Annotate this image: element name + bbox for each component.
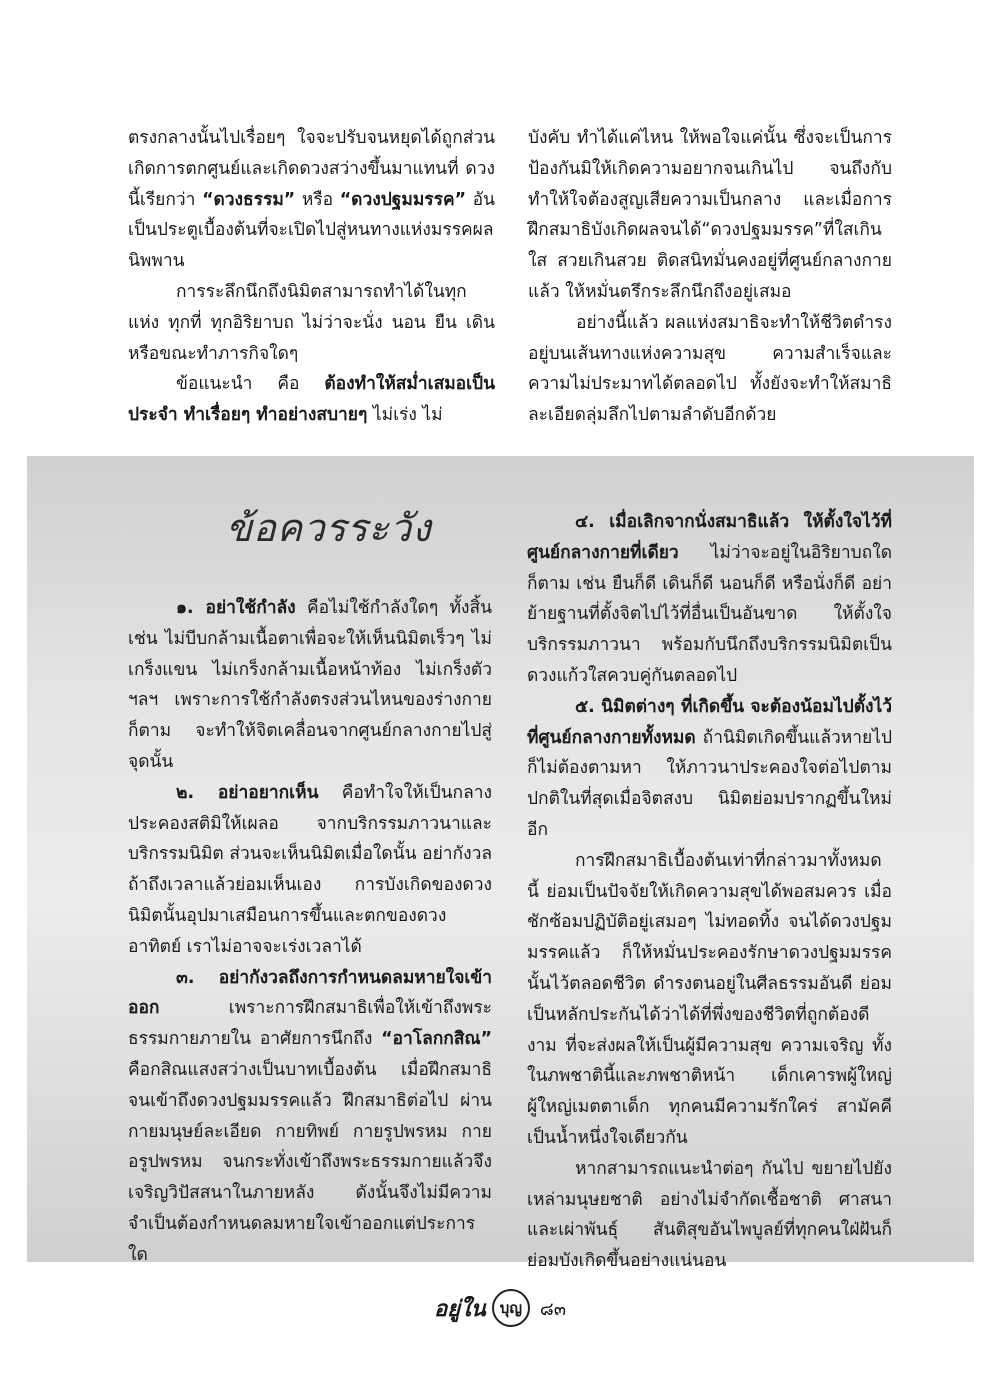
bold-advice: ต้องทำให้สม่ำเสมอเป็นประจำ ทำเรื่อยๆ ทำอย่างสบายๆ [128, 374, 495, 426]
caution-item-5 [527, 692, 892, 846]
term-dhamma: “ดวงธรรม” [202, 189, 296, 210]
text: หรือ [295, 189, 340, 210]
text: ตรงกลางนั้นไปเรื่อยๆ ใจจะปรับจนหยุดได้ถูกส่วน เกิดการตกศูนย์และเกิดดวงสว่างขึ้นมาแทนที่ ดวงนี้เรียกว่า [128, 128, 495, 210]
paragraph: บังคับ ทำได้แค่ไหน ให้พอใจแค่นั้น ซึ่งจะเป็นการป้องกันมิให้เกิดความอยากจนเกินไป จนถึงกับทำให้ใจต้องสูญเสียความเป็นกลาง และเมื่อการฝึกสมาธิบังเกิดผลจนได้“ดวงปฐมมรรค”ที่ใสเกินใส สวยเกินสวย ติดสนิทมั่นคงอยู่ที่ศูนย์กลางกายแล้ว ให้หมั่นตรึกระลึกนึกถึงอยู่เสมอ [528, 128, 892, 302]
caution-heading: ๕. นิมิตต่างๆ ที่เกิดขึ้น จะต้องน้อมไปตั้งไว้ที่ศูนย์กลางกายทั้งหมด [527, 696, 892, 748]
caution-item-3 [128, 963, 492, 1271]
text: คือทำใจให้เป็นกลาง ประคองสติมิให้เผลอ จากบริกรรมภาวนาและบริกรรมนิมิต ส่วนจะเห็นนิมิตเมื่อใดนั้น อย่ากังวล ถ้าถึงเวลาแล้วย่อมเห็นเอง การบังเกิดของดวงนิมิตนั้นอุปมาเสมือนการขึ้นและตกของดวงอาทิตย์ เราไม่อาจจะเร่งเวลาได้ [128, 782, 492, 957]
caution-heading: ๑. อย่าใช้กำลัง [176, 598, 296, 618]
caution-heading: ๔. เมื่อเลิกจากนั่งสมาธิแล้ว ให้ตั้งใจไว้ที่ศูนย์กลางกายที่เดียว [527, 512, 892, 563]
paragraph: การฝึกสมาธิเบื้องต้นเท่าที่กล่าวมาทั้งหมดนี้ ย่อมเป็นปัจจัยให้เกิดความสุขได้พอสมควร เมื่อชักซ้อมปฏิบัติอยู่เสมอๆ ไม่ทอดทิ้ง จนได้ดวงปฐมมรรคแล้ว ก็ให้หมั่นประคองรักษาดวงปฐมมรรคนั้นไว้ตลอดชีวิต ดำรงตนอยู่ในศีลธรรมอันดี ย่อมเป็นหลักประกันได้ว่าได้ที่พึ่งของชีวิตที่ถูกต้องดีงาม ที่จะส่งผลให้เป็นผู้มีความสุข ความเจริญ ทั้งในภพชาตินี้และภพชาติหน้า เด็กเคารพผู้ใหญ่ ผู้ใหญ่เมตตาเด็ก ทุกคนมีความรักใคร่ สามัคคีเป็นน้ำหนึ่งใจเดียวกัน [527, 850, 892, 1148]
caution-heading: ๓. อย่ากังวลถึงการกำหนดลมหายใจเข้าออก [128, 967, 492, 1019]
footer-logo-circle: บุญ [492, 1289, 530, 1327]
footer-logo-text: อยู่ใน [433, 1295, 486, 1322]
caution-item-1 [128, 593, 492, 778]
paragraph [128, 123, 495, 277]
cautions-right-column [527, 507, 892, 1277]
term-aloka-kasina: “อาโลกกสิณ” [381, 1029, 492, 1050]
page-footer [0, 1288, 1000, 1328]
paragraph: การระลึกนึกถึงนิมิตสามารถทำได้ในทุกแห่ง ทุกที่ ทุกอิริยาบถ ไม่ว่าจะนั่ง นอน ยืน เดิน หรือขณะทำภารกิจใดๆ [128, 281, 495, 364]
text: ไม่เร่ง ไม่ [367, 405, 443, 426]
paragraph: อย่างนี้แล้ว ผลแห่งสมาธิจะทำให้ชีวิตดำรงอยู่บนเส้นทางแห่งความสุข ความสำเร็จและความไม่ประมาทได้ตลอดไป ทั้งยังจะทำให้สมาธิละเอียดลุ่มลึกไปตามลำดับอีกด้วย [528, 312, 892, 426]
top-right-column [528, 123, 892, 431]
term-pathama-magga: “ดวงปฐมมรรค” [339, 189, 467, 210]
top-left-column [128, 123, 495, 431]
text: คือไม่ใช้กำลังใดๆ ทั้งสิ้น เช่น ไม่บีบกล้ามเนื้อตาเพื่อจะให้เห็นนิมิตเร็วๆ ไม่เกร็งแขน ไม่เกร็งกล้ามเนื้อหน้าท้อง ไม่เกร็งตัว ฯลฯ เพราะการใช้กำลังตรงส่วนไหนของร่างกายก็ตาม จะทำให้จิตเคลื่อนจากศูนย์กลางกายไปสู่จุดนั้น [128, 598, 492, 772]
page-number: ๘๓ [539, 1298, 567, 1320]
text: อันเป็นประตูเบื้องต้นที่จะเปิดไปสู่หนทางแห่งมรรคผลนิพพาน [128, 189, 496, 272]
text: ถ้านิมิตเกิดขึ้นแล้วหายไปก็ไม่ต้องตามหา ให้ภาวนาประคองใจต่อไปตามปกติในที่สุดเมื่อจิตสงบ นิมิตย่อมปรากฏขึ้นใหม่อีก [527, 727, 892, 840]
text: ไม่ว่าจะอยู่ในอิริยาบถใดก็ตาม เช่น ยืนก็ดี เดินก็ดี นอนก็ดี หรือนั่งก็ดี อย่าย้ายฐานที่ตั้งจิตไปไว้ที่อื่นเป็นอันขาด ให้ตั้งใจบริกรรมภาวนา พร้อมกับนึกถึงบริกรรมนิมิตเป็นดวงแก้วใสควบคู่กันตลอดไป [527, 542, 892, 686]
text: ข้อแนะนำ คือ [176, 374, 325, 395]
paragraph: หากสามารถแนะนำต่อๆ กันไป ขยายไปยังเหล่ามนุษยชาติ อย่างไม่จำกัดเชื้อชาติ ศาสนา และเผ่าพันธุ์ สันติสุขอันไพบูลย์ที่ทุกคนใฝ่ฝันก็ย่อมบังเกิดขึ้นอย่างแน่นอน [527, 1158, 892, 1272]
text: คือกสิณแสงสว่างเป็นบาทเบื้องต้น เมื่อฝึกสมาธิจนเข้าถึงดวงปฐมมรรคแล้ว ฝึกสมาธิต่อไป ผ่านกายมนุษย์ละเอียด กายทิพย์ กายรูปพรหม กายอรูปพรหม จนกระทั่งเข้าถึงพระธรรมกายแล้วจึงเจริญวิปัสสนาในภายหลัง ดังนั้นจึงไม่มีความจำเป็นต้องกำหนดลมหายใจเข้าออกแต่ประการใด [128, 1059, 492, 1265]
paragraph [128, 369, 495, 431]
caution-heading: ๒. อย่าอยากเห็น [176, 782, 319, 803]
caution-item-2 [128, 778, 492, 963]
text: เพราะการฝึกสมาธิเพื่อให้เข้าถึงพระธรรมกายภายใน อาศัยการนึกถึง [128, 998, 492, 1050]
cautions-title: ข้อควรระวัง [226, 506, 432, 550]
caution-item-4 [527, 507, 892, 692]
cautions-left-column [128, 593, 492, 1271]
